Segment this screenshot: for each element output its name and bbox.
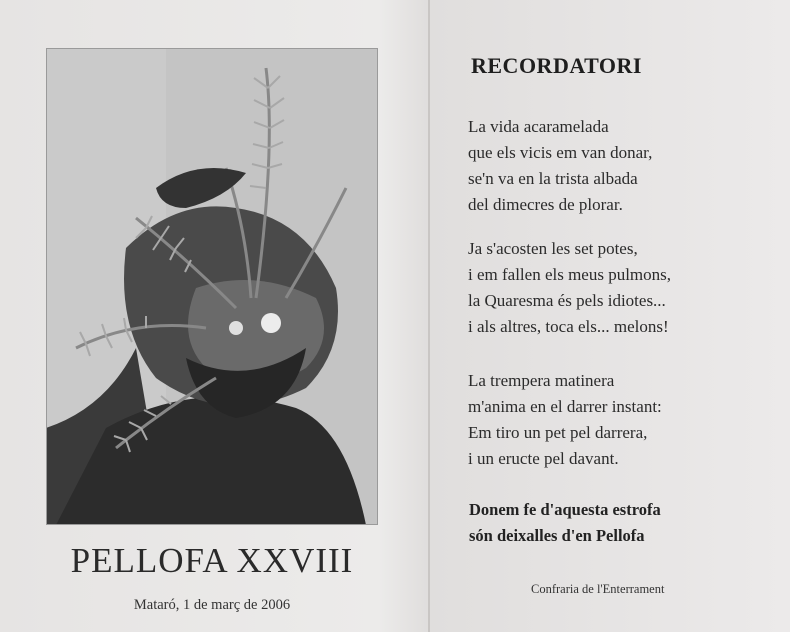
verse-line: que els vicis em van donar, — [468, 143, 653, 162]
closing-line: Donem fe d'aquesta estrofa — [469, 500, 661, 519]
verse-line: i als altres, toca els... melons! — [468, 317, 669, 336]
verse-line: i un eructe pel davant. — [468, 449, 619, 468]
verse-line: Ja s'acosten les set potes, — [468, 239, 638, 258]
poem-heading: RECORDATORI — [471, 53, 642, 78]
verse-line: Em tiro un pet pel darrera, — [468, 423, 648, 442]
signature: Confraria de l'Enterrament — [531, 582, 665, 596]
verse-line: la Quaresma és pels idiotes... — [468, 291, 666, 310]
verse-line: La trempera matinera — [468, 371, 615, 390]
closing-couplet — [469, 497, 661, 549]
verse-line: se'n va en la trista albada — [468, 169, 638, 188]
verse-line: m'anima en el darrer instant: — [468, 397, 662, 416]
place-date: Mataró, 1 de març de 2006 — [133, 597, 291, 613]
closing-line: són deixalles d'en Pellofa — [469, 526, 645, 545]
verse-line: del dimecres de plorar. — [468, 195, 623, 214]
masked-figure-photo — [46, 48, 378, 525]
card-title: PELLOFA XXVIII — [70, 541, 354, 580]
stanza-3 — [468, 368, 662, 472]
stanza-1 — [468, 114, 652, 218]
stanza-2 — [468, 236, 671, 340]
verse-line: La vida acaramelada — [468, 117, 609, 136]
card-fold — [428, 0, 430, 632]
verse-line: i em fallen els meus pulmons, — [468, 265, 672, 284]
